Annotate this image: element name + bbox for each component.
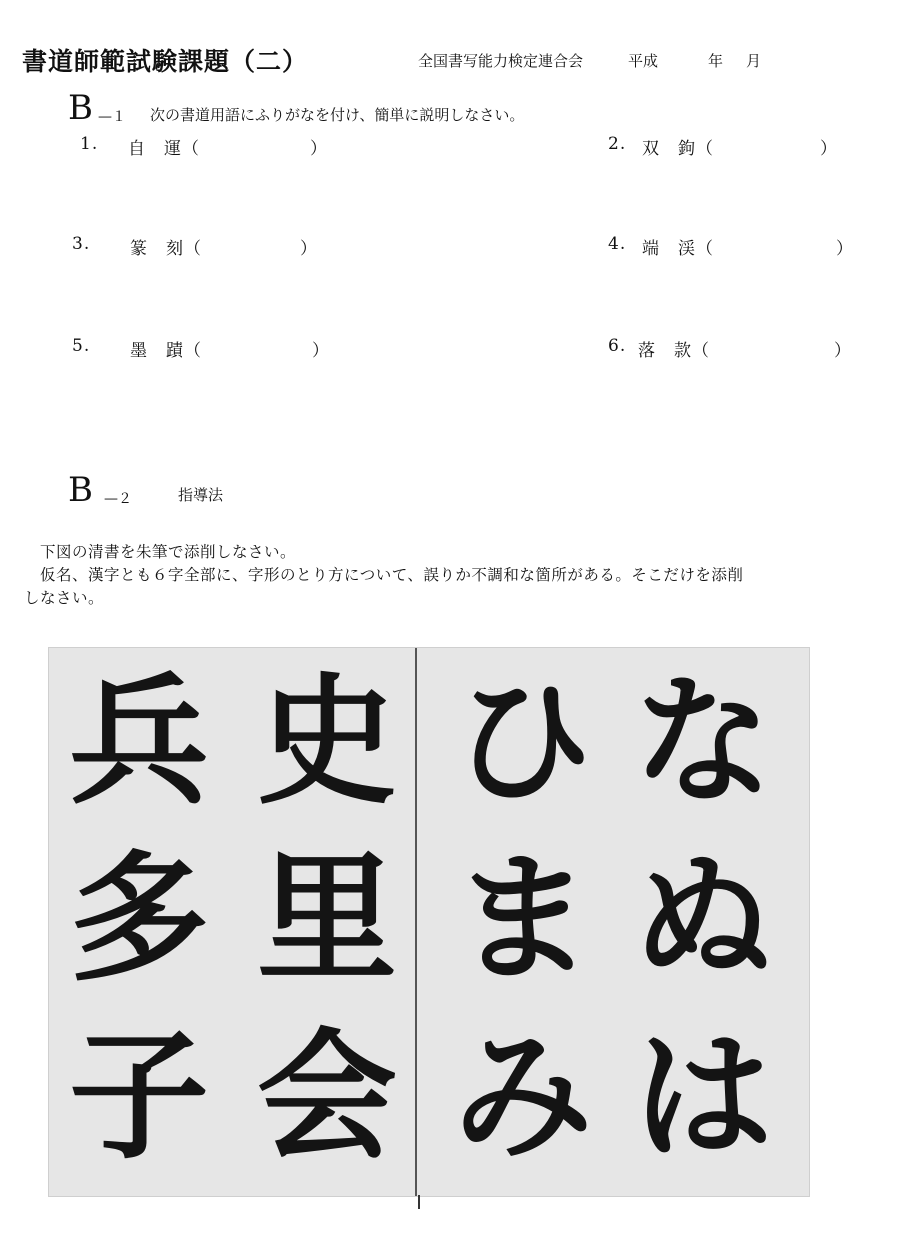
term-3-close: ） <box>300 239 317 259</box>
calligraphy-char: 兵 <box>68 661 209 824</box>
term-2: 双 鉤（ <box>642 139 714 159</box>
calligraphy-char: ぬ <box>632 838 773 1001</box>
term-4-close: ） <box>836 239 853 259</box>
year-label: 年 <box>708 52 724 70</box>
term-6-close: ） <box>834 341 851 361</box>
instruction-paragraph-2: 仮名、漢字とも６字全部に、字形のとり方について、誤りか不調和な箇所がある。そこだけを添削 <box>40 566 744 584</box>
section-b1-instruction: 次の書道用語にふりがなを付け、簡単に説明しなさい。 <box>150 106 525 124</box>
month-label: 月 <box>746 52 762 70</box>
page-title: 書道師範試験課題（二） <box>22 47 309 76</box>
term-1-number: 1. <box>80 134 99 154</box>
organization-name: 全国書写能力検定連合会 <box>418 52 584 70</box>
section-b2-label: 指導法 <box>178 486 224 504</box>
term-2-number: 2. <box>608 134 627 154</box>
calligraphy-char: 里 <box>256 838 397 1001</box>
term-6: 落 款（ <box>638 341 710 361</box>
instruction-paragraph-2-cont: しなさい。 <box>24 589 105 607</box>
calligraphy-char: な <box>632 661 773 824</box>
calligraphy-char: 会 <box>256 1016 397 1179</box>
term-4-number: 4. <box>608 234 627 254</box>
section-b1-letter: B <box>68 88 93 128</box>
sheet-divider <box>415 648 417 1196</box>
calligraphy-char: 多 <box>68 838 209 1001</box>
term-2-close: ） <box>820 139 837 159</box>
term-6-number: 6. <box>608 336 627 356</box>
calligraphy-char: は <box>632 1016 773 1179</box>
term-3-number: 3. <box>72 234 91 254</box>
term-5-close: ） <box>312 341 329 361</box>
center-tick-mark <box>418 1195 420 1209</box>
section-b1-number: —１ <box>98 109 126 125</box>
era-label: 平成 <box>628 52 659 70</box>
term-5-number: 5. <box>72 336 91 356</box>
calligraphy-char: ま <box>452 838 593 1001</box>
instruction-paragraph-1: 下図の清書を朱筆で添削しなさい。 <box>40 543 297 561</box>
section-b2-letter: B <box>68 470 93 510</box>
term-1-close: ） <box>310 139 327 159</box>
section-b2-number: —２ <box>104 491 132 507</box>
term-5: 墨 蹟（ <box>130 341 202 361</box>
calligraphy-char: 子 <box>68 1016 209 1179</box>
calligraphy-sample <box>48 647 810 1197</box>
calligraphy-char: み <box>452 1016 593 1179</box>
term-1: 自 運（ <box>128 139 200 159</box>
term-3: 篆 刻（ <box>130 239 202 259</box>
calligraphy-char: 史 <box>256 661 397 824</box>
term-4: 端 渓（ <box>642 239 714 259</box>
calligraphy-char: ひ <box>452 661 593 824</box>
